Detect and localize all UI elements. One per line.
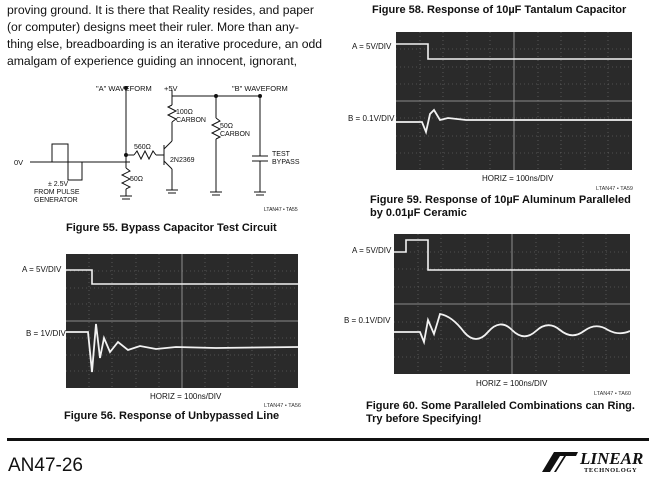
linear-technology-logo <box>540 450 644 476</box>
test-bypass-label: TEST <box>272 151 290 158</box>
a-waveform-label: "A" WAVEFORM <box>96 84 152 93</box>
vplus-label: +5V <box>164 84 178 93</box>
footer-rule <box>7 438 649 441</box>
fig60-horiz-label: HORIZ = 100ns/DIV <box>476 379 548 388</box>
page-label: AN47-26 <box>8 455 83 476</box>
figure-note: LTAN47 • TA56 <box>264 403 301 409</box>
figure-60-caption: Try before Specifying! <box>366 413 482 425</box>
body-line: amalgam of experience guiding an innocent, ignorant, <box>7 54 297 68</box>
r-collector-label: 100Ω <box>176 109 193 116</box>
body-line: (or computer) designs meet their ruler. More than any- <box>7 20 299 34</box>
fig60-scope-photo <box>394 234 630 374</box>
figure-note: LTAN47 • TA60 <box>594 391 631 397</box>
fig56-trace-a-label: A = 5V/DIV <box>22 265 62 274</box>
figure-note: LTAN47 • TA55 <box>264 207 298 213</box>
bypass-test-schematic <box>10 82 328 222</box>
body-line: thing else, breadboarding is an iterative procedure, an odd <box>7 37 323 51</box>
figure-59-caption: Figure 59. Response of 10µF Aluminum Paralleled <box>370 194 631 206</box>
fig60-trace-b-label: B = 0.1V/DIV <box>344 316 391 325</box>
figure-55-caption: Figure 55. Bypass Capacitor Test Circuit <box>66 222 277 234</box>
fig59-horiz-label: HORIZ = 100ns/DIV <box>482 174 554 183</box>
fig56-horiz-label: HORIZ = 100ns/DIV <box>150 392 222 401</box>
fig56-scope-photo <box>66 254 298 388</box>
r-base-label: 560Ω <box>134 144 151 151</box>
figure-58-caption: Figure 58. Response of 10µF Tantalum Capacitor <box>372 4 627 16</box>
r-load-label: 50Ω <box>220 123 234 130</box>
body-text <box>7 2 325 70</box>
logo-subtitle: TECHNOLOGY <box>584 467 638 474</box>
test-bypass-label: BYPASS <box>272 159 300 166</box>
pulse-label: ± 2.5V <box>48 181 69 188</box>
zero-volt-label: 0V <box>14 158 24 167</box>
r-term-label: 50Ω <box>130 176 144 183</box>
fig59-scope-photo <box>396 32 632 170</box>
fig59-trace-a-label: A = 5V/DIV <box>352 42 392 51</box>
body-line: proving ground. It is there that Reality resides, and paper <box>7 3 314 17</box>
pulse-label: FROM PULSE <box>34 189 80 196</box>
figure-60-caption: Figure 60. Some Paralleled Combinations can Ring. <box>366 400 635 412</box>
figure-59-caption: by 0.01µF Ceramic <box>370 207 467 219</box>
pulse-label: GENERATOR <box>34 197 78 204</box>
transistor-label: 2N2369 <box>170 157 195 164</box>
figure-56-caption: Figure 56. Response of Unbypassed Line <box>64 410 280 422</box>
lt-logo-mark-icon <box>540 450 580 474</box>
b-waveform-label: "B" WAVEFORM <box>232 84 288 93</box>
r-load-label: CARBON <box>220 131 250 138</box>
fig60-trace-a-label: A = 5V/DIV <box>352 246 392 255</box>
fig59-trace-b-label: B = 0.1V/DIV <box>348 114 395 123</box>
r-collector-label: CARBON <box>176 117 206 124</box>
figure-note: LTAN47 • TA59 <box>596 186 633 192</box>
logo-wordmark: LINEAR <box>580 449 644 468</box>
fig56-trace-b-label: B = 1V/DIV <box>26 329 66 338</box>
